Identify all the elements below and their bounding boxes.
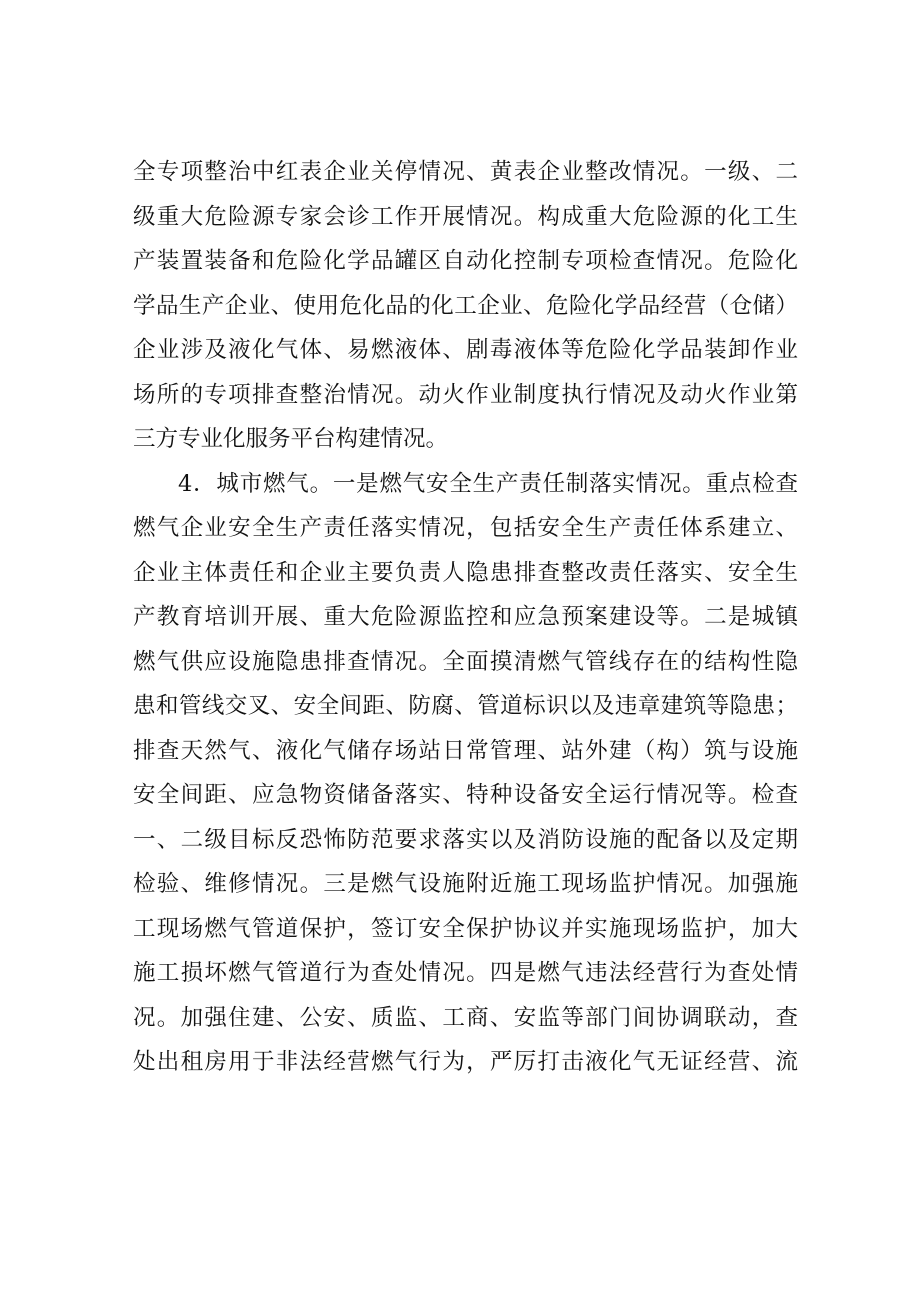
text-line: 检验、维修情况。三是燃气设施附近施工现场监护情况。加强施 (133, 871, 798, 897)
text-line: 安全间距、应急物资储备落实、特种设备安全运行情况等。检查 (133, 782, 798, 808)
section-heading-line: 4．城市燃气。一是燃气安全生产责任制落实情况。重点检查 (178, 470, 798, 497)
text-line: 学品生产企业、使用危化品的化工企业、危险化学品经营（仓储） (133, 292, 798, 319)
text-line: 施工损坏燃气管道行为查处情况。四是燃气违法经营行为查处情 (133, 960, 798, 986)
paragraph-end-line: 三方专业化服务平台构建情况。 (133, 426, 449, 452)
text-line: 级重大危险源专家会诊工作开展情况。构成重大危险源的化工生 (133, 203, 798, 230)
text-line: 产装置装备和危险化学品罐区自动化控制专项检查情况。危险化 (133, 248, 798, 274)
text-line: 工现场燃气管道保护，签订安全保护协议并实施现场监护，加大 (133, 915, 798, 942)
body-text (133, 150, 798, 1085)
text-line: 处出租房用于非法经营燃气行为，严厉打击液化气无证经营、流 (133, 1049, 798, 1075)
text-line: 全专项整治中红表企业关停情况、黄表企业整改情况。一级、二 (133, 159, 798, 185)
text-line: 燃气企业安全生产责任落实情况，包括安全生产责任体系建立、 (133, 515, 798, 541)
text-line: 排查天然气、液化气储存场站日常管理、站外建（构）筑与设施 (133, 737, 798, 764)
text-line: 患和管线交叉、安全间距、防腐、管道标识以及违章建筑等隐患； (133, 693, 798, 719)
text-line: 况。加强住建、公安、质监、工商、安监等部门间协调联动，查 (133, 1004, 798, 1031)
text-line: 场所的专项排查整治情况。动火作业制度执行情况及动火作业第 (133, 381, 798, 408)
text-line: 企业涉及液化气体、易燃液体、剧毒液体等危险化学品装卸作业 (133, 337, 798, 363)
text-line: 企业主体责任和企业主要负责人隐患排查整改责任落实、安全生 (133, 559, 798, 586)
text-line: 燃气供应设施隐患排查情况。全面摸清燃气管线存在的结构性隐 (133, 648, 798, 675)
text-line: 产教育培训开展、重大危险源监控和应急预案建设等。二是城镇 (133, 604, 798, 630)
text-line: 一、二级目标反恐怖防范要求落实以及消防设施的配备以及定期 (133, 826, 798, 853)
